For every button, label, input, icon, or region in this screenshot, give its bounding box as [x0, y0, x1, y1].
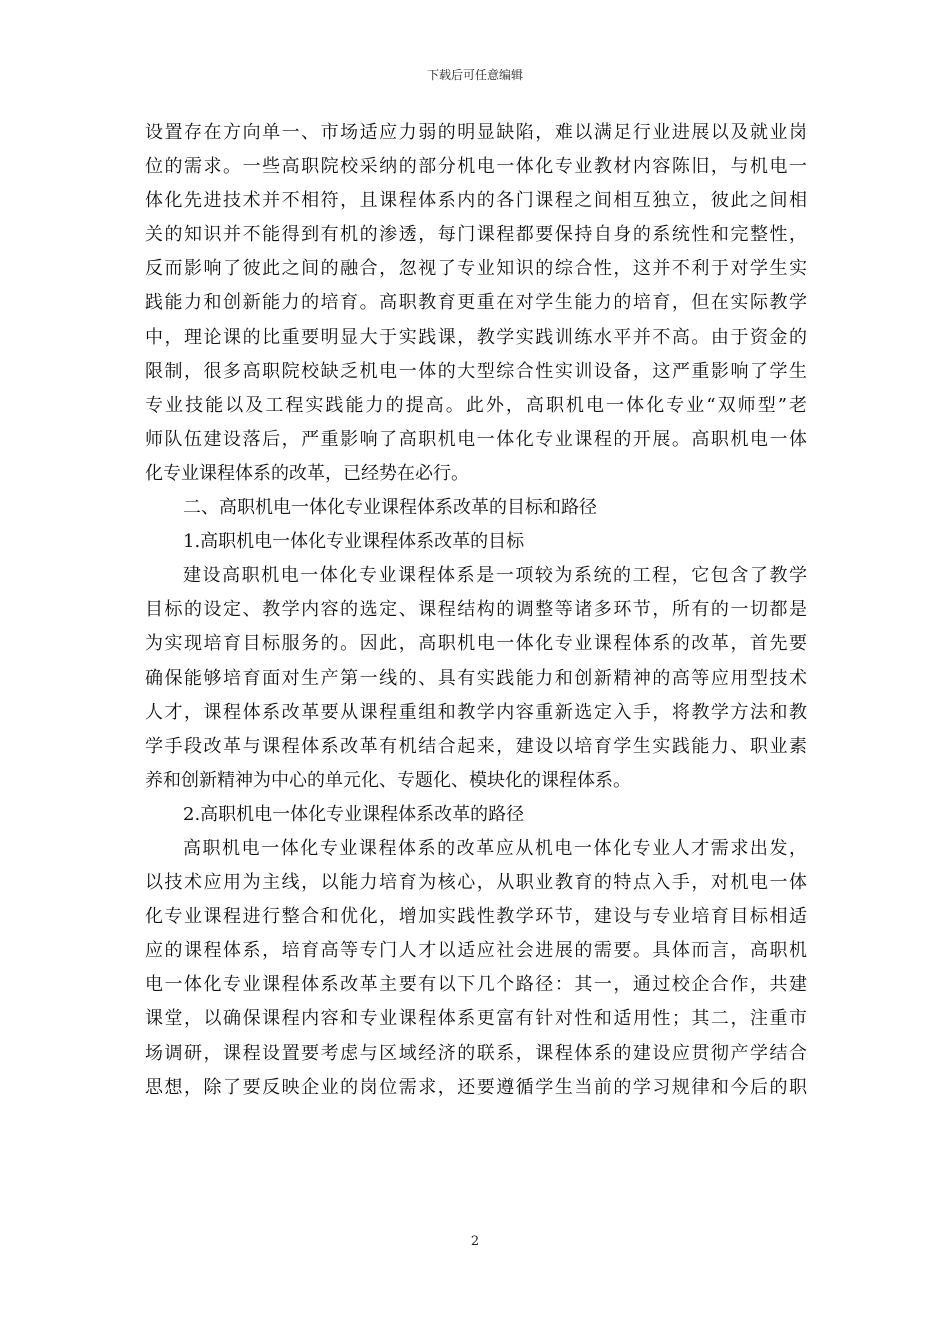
text-line: 体化先进技术并不相符，且课程体系内的各门课程之间相互独立，彼此之间相 — [145, 190, 807, 212]
text-line: 以技术应用为主线，以能力培育为核心，从职业教育的特点入手，对机电一体 — [145, 872, 807, 894]
text-line: 反而影响了彼此之间的融合，忽视了专业知识的综合性，这并不利于对学生实 — [145, 258, 807, 280]
text-line: 化专业课程体系的改革，已经势在必行。 — [145, 462, 469, 484]
text-line: 学手段改革与课程体系改革有机结合起来，建设以培育学生实践能力、职业素 — [145, 735, 807, 757]
text-line: 限制，很多高职院校缺乏机电一体的大型综合性实训设备，这严重影响了学生 — [145, 360, 807, 382]
section-heading: 二、高职机电一体化专业课程体系改革的目标和路径 — [183, 497, 597, 519]
text-line: 为实现培育目标服务的。因此，高职机电一体化专业课程体系的改革，首先要 — [145, 633, 807, 655]
text-line: 位的需求。一些高职院校采纳的部分机电一体化专业教材内容陈旧，与机电一 — [145, 156, 807, 178]
text-line: 关的知识并不能得到有机的渗透，每门课程都要保持自身的系统性和完整性， — [145, 224, 807, 246]
body-text — [145, 116, 807, 1105]
subsection-heading: 1.高职机电一体化专业课程体系改革的目标 — [183, 531, 525, 553]
text-line: 养和创新精神为中心的单元化、专题化、模块化的课程体系。 — [145, 769, 631, 791]
text-line: 思想，除了要反映企业的岗位需求，还要遵循学生当前的学习规律和今后的职 — [145, 1076, 807, 1098]
subsection-heading: 2.高职机电一体化专业课程体系改革的路径 — [183, 803, 525, 825]
text-line: 确保能够培育面对生产第一线的、具有实践能力和创新精神的高等应用型技术 — [145, 667, 807, 689]
text-line: 中，理论课的比重要明显大于实践课，教学实践训练水平并不高。由于资金的 — [145, 326, 807, 348]
text-line: 化专业课程进行整合和优化，增加实践性教学环节，建设与专业培育目标相适 — [145, 906, 807, 928]
text-line: 课堂，以确保课程内容和专业课程体系更富有针对性和适用性；其二，注重市 — [145, 1008, 807, 1030]
text-line: 践能力和创新能力的培育。高职教育更重在对学生能力的培育，但在实际教学 — [145, 292, 807, 314]
text-line: 电一体化专业课程体系改革主要有以下几个路径：其一，通过校企合作，共建 — [145, 974, 807, 996]
text-line: 目标的设定、教学内容的选定、课程结构的调整等诸多环节，所有的一切都是 — [145, 599, 807, 621]
text-line: 高职机电一体化专业课程体系的改革应从机电一体化专业人才需求出发， — [183, 837, 807, 859]
page-number: 2 — [470, 1234, 480, 1249]
text-line: 场调研，课程设置要考虑与区域经济的联系，课程体系的建设应贯彻产学结合 — [145, 1042, 807, 1064]
text-line: 建设高职机电一体化专业课程体系是一项较为系统的工程，它包含了教学 — [183, 565, 807, 587]
text-line: 师队伍建设落后，严重影响了高职机电一体化专业课程的开展。高职机电一体 — [145, 428, 807, 450]
text-line: 设置存在方向单一、市场适应力弱的明显缺陷，难以满足行业进展以及就业岗 — [145, 122, 807, 143]
text-line: 人才，课程体系改革要从课程重组和教学内容重新选定入手，将教学方法和教 — [145, 701, 807, 723]
page-header: 下载后可任意编辑 — [426, 68, 523, 82]
text-line: 应的课程体系，培育高等专门人才以适应社会进展的需要。具体而言，高职机 — [145, 940, 807, 962]
text-line: 专业技能以及工程实践能力的提高。此外，高职机电一体化专业“双师型”老 — [145, 394, 807, 416]
